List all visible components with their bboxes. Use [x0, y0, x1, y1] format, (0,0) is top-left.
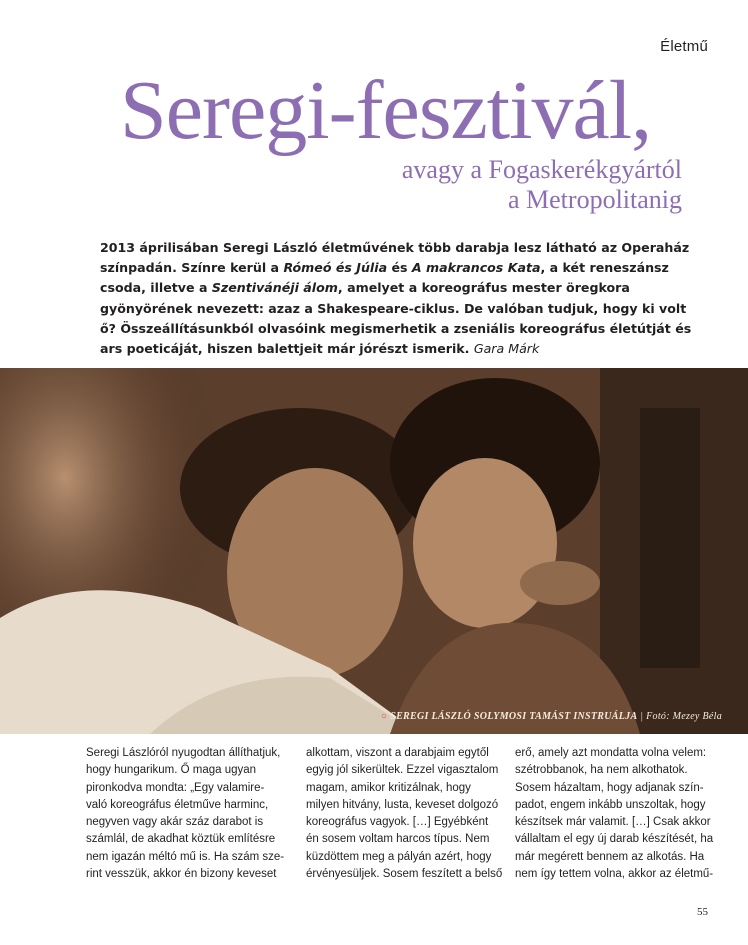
body-line: való koreográfus életműve harminc, — [86, 798, 269, 811]
body-line: vállaltam el egy új darab készítését, ha — [515, 833, 714, 846]
subtitle-line-1: avagy a Fogaskerékgyártól — [401, 155, 682, 184]
body-line: hogy hungarikum. Ő maga ugyan — [86, 764, 257, 777]
body-line: erő, amely azt mondatta volna velem: — [515, 747, 707, 759]
caption-credit: | Fotó: Mezey Béla — [640, 711, 722, 722]
body-line: Sosem házaltam, hogy adjanak szín- — [515, 781, 704, 794]
body-line: egyig jól sikerültek. Ezzel vigasztalom — [306, 764, 499, 777]
body-line: koreográfus vagyok. […] Egyébként — [306, 816, 489, 829]
body-line: küzdöttem meg a pályán azért, hogy — [306, 850, 492, 863]
body-column-3 — [515, 745, 714, 883]
lead-work-romeo: Rómeó és Júlia — [283, 260, 388, 276]
body-line: Seregi Lászlóról nyugodtan állíthatjuk, — [86, 747, 281, 759]
body-line: nem így tettem volna, akkor az életmű- — [515, 868, 714, 881]
lead-paragraph — [100, 238, 700, 359]
body-line: padot, engem inkább unszoltak, hogy — [515, 798, 706, 811]
body-line: alkottam, viszont a darabjaim egytől — [306, 747, 489, 759]
lead-author: Gara Márk — [473, 341, 540, 357]
body-line: én sosem voltam harcos típus. Nem — [306, 833, 490, 846]
body-column-1 — [86, 745, 285, 883]
lead-work-kata: A makrancos Kata — [411, 260, 541, 276]
feature-photo — [0, 368, 748, 734]
body-line: pironkodva mondta: „Egy valamire- — [86, 781, 265, 794]
lead-text-3: , a két reneszánsz csoda, illetve a — [100, 260, 669, 296]
section-label: Életmű — [660, 38, 708, 55]
article-subtitle — [402, 155, 682, 215]
body-line: szétrobbanok, ha nem alkothatok. — [515, 764, 688, 777]
body-line: magam, amikor kritizálnak, hogy — [306, 781, 471, 794]
body-line: milyen hitvány, lusta, keveset dolgozó — [306, 798, 499, 811]
caption-bullet-icon: ○ — [380, 711, 388, 722]
caption-names: SEREGI LÁSZLÓ SOLYMOSI TAMÁST INSTRUÁLJA — [390, 711, 638, 722]
body-line: negyven vagy akár száz darabot is — [86, 816, 264, 829]
body-line: érvényesüljek. Sosem feszített a belső — [306, 868, 503, 881]
page-number: 55 — [697, 906, 708, 918]
lead-text-4: , amelyet a koreográfus mester öregkora gyönyörének nevezett: azaz a Shakespeare-ciklus. De valóban tudjuk, hogy ki volt ő? Összeállításunkból olvasóink megismerhetik a zseniális koreográfus életútját és ars poeticáját, hiszen balettjeit már jórészt ismerik. — [100, 280, 692, 357]
body-line: már megérett bennem az alkotás. Ha — [515, 850, 705, 863]
lead-text-2: és — [387, 260, 412, 276]
lead-text-1: 2013 áprilisában Seregi László életművének több darabja lesz látható az Operaház színpadán. Színre kerül a — [100, 240, 690, 276]
body-column-2 — [306, 745, 502, 883]
article-title: Seregi-fesztivál, — [120, 64, 652, 157]
body-line: számlál, de akadhat köztük említésre — [86, 833, 276, 846]
subtitle-line-2: a Metropolitanig — [507, 185, 682, 214]
lead-work-szentivanej: Szentivánéji álom — [211, 280, 338, 296]
photo-caption — [381, 711, 722, 722]
body-line: készítsek már valamit. […] Csak akkor — [515, 816, 711, 829]
photo-illustration — [0, 368, 748, 734]
body-line: nem igazán méltó mű is. Ha szám sze- — [86, 850, 285, 863]
body-line: rint vesszük, akkor én bizony keveset — [86, 868, 277, 881]
